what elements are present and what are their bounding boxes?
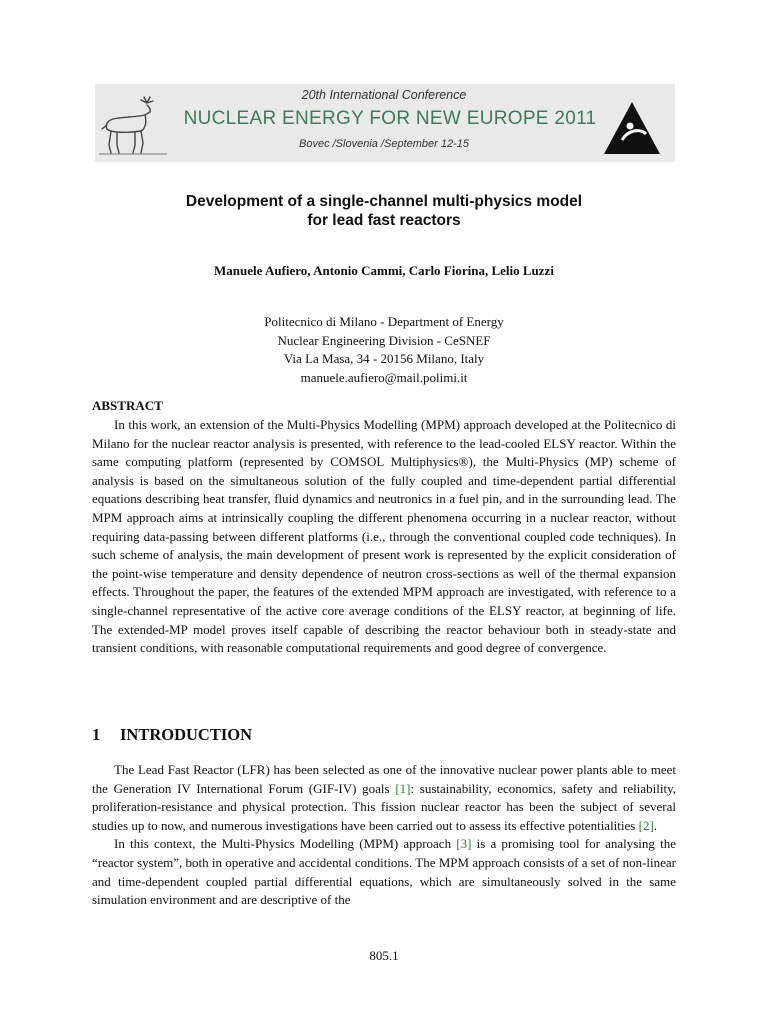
citation-link-2[interactable]: [2] (638, 817, 654, 833)
intro-paragraph-2 (92, 835, 676, 909)
conference-edition: 20th International Conference (301, 88, 467, 102)
affiliation-division: Nuclear Engineering Division - CeSNEF (277, 332, 491, 348)
affiliation-email: manuele.aufiero@mail.polimi.it (300, 369, 468, 385)
title-line-1: Development of a single-channel multi-physics model (185, 193, 583, 210)
intro-paragraph-1 (92, 761, 676, 835)
affiliation-address: Via La Masa, 34 - 20156 Milano, Italy (283, 351, 485, 366)
intro-p1-text-b: : sustainability, economics, safety and reliability, proliferation-resistance and physical protection. This fission nuclear reactor has been the subject of several studies up to now, and numerous investigations have been carried out to assess its effective potentialities (92, 780, 677, 833)
citation-link-3[interactable]: [3] (456, 836, 472, 852)
intro-p2-text-b: is a promising tool for analysing the “reactor system”, both in operative and accidental conditions. The MPM approach consists of a set of non-linear and time-dependent coupled partial differential equations, which are simultaneously solved in the same simulation environment and are descriptive of the (92, 836, 676, 908)
author-list: Manuele Aufiero, Antonio Cammi, Carlo Fiorina, Lelio Luzzi (214, 263, 554, 278)
conference-location-date: Bovec /Slovenia /September 12-15 (299, 138, 469, 150)
section-heading (92, 725, 252, 745)
title-line-2: for lead fast reactors (307, 212, 461, 229)
abstract-body (92, 416, 676, 658)
abstract-paragraph: In this work, an extension of the Multi-Physics Modelling (MPM) approach developed at the Politecnico di Milano for the nuclear reactor analysis is presented, with reference to the lead-cooled ELSY reactor. Within the same computing platform (represented by COMSOL Multiphysics®), the Multi-Physics (MP) scheme of analysis is based on the simultaneous solution of the fully coupled and time-dependent partial differential equations describing heat transfer, fluid dynamics and neutronics in a fuel pin, and in the surrounding lead. The MPM approach aims at intrinsically coupling the different phenomena occurring in a nuclear reactor, without requiring data-passing between different platforms (i.e., through the conventional coupled code techniques). In such scheme of analysis, the main development of present work is represented by the explicit consideration of the point-wise temperature and density dependence of neutron cross-sections as well of the thermal expansion effects. Throughout the paper, the features of the extended MPM approach are investigated, with reference to a single-channel representative of the active core average conditions of the ELSY reactor, at beginning of life. The extended-MP model proves itself capable of describing the reactor behaviour both in steady-state and transient conditions, with reasonable computational requirements and good degree of convergence. (92, 417, 676, 656)
paper-title (0, 192, 768, 230)
affiliation-department: Politecnico di Milano - Department of Energy (264, 314, 504, 329)
abstract-heading: ABSTRACT (92, 398, 163, 413)
intro-p1-text-a: The Lead Fast Reactor (LFR) has been selected as one of the innovative nuclear power plants able to meet the Generation IV International Forum (GIF-IV) goals (92, 762, 676, 796)
page-number: 805.1 (369, 948, 399, 963)
section-title: INTRODUCTION (120, 725, 253, 744)
conference-name: NUCLEAR ENERGY FOR NEW EUROPE 2011 (183, 108, 597, 129)
affiliation-block (0, 313, 768, 387)
intro-p2-text-a: In this context, the Multi-Physics Modelling (MPM) approach (114, 836, 457, 852)
section-number: 1 (92, 725, 101, 744)
introduction-body (92, 761, 676, 910)
triangle-logo-icon (602, 100, 662, 156)
intro-p1-text-c: . (653, 817, 658, 833)
citation-link-1[interactable]: [1] (395, 780, 411, 796)
